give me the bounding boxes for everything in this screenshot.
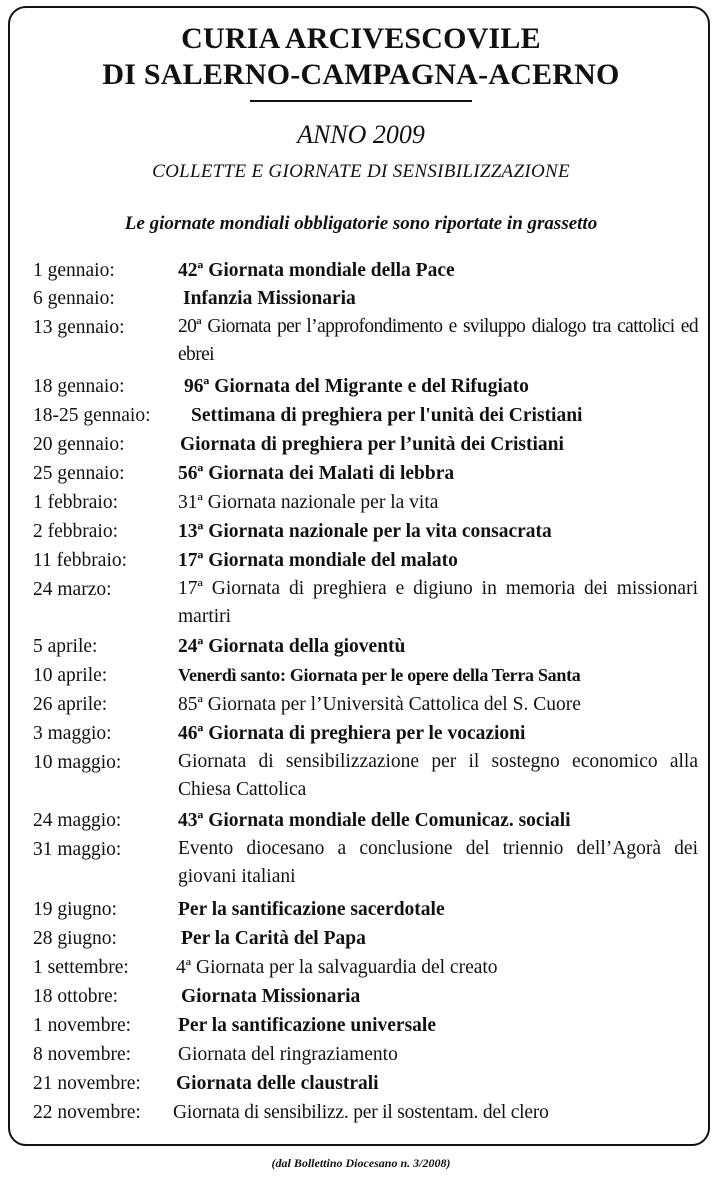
entry-description: Giornata delle claustrali [176,1073,379,1094]
entry-description: Evento diocesano a conclusione del triennio dell’Agorà dei giovani italiani [178,838,698,887]
entry-date: 10 aprile: [33,665,108,686]
entry-date: 10 maggio: [33,752,122,773]
entry-description: Giornata di sensibilizz. per il sostentam. del clero [173,1102,549,1123]
entry-description: 17ª Giornata mondiale del malato [178,550,458,571]
entry-description: 43ª Giornata mondiale delle Comunicaz. sociali [178,810,571,831]
entry-description: 4ª Giornata per la salvaguardia del creato [176,957,498,978]
entry-date: 22 novembre: [33,1102,141,1123]
entry-date: 13 gennaio: [33,317,125,338]
entry-date: 1 novembre: [33,1015,132,1036]
entry-date: 18-25 gennaio: [33,405,151,426]
title-line-2: DI SALERNO-CAMPAGNA-ACERNO [102,58,620,91]
entry-description: 46ª Giornata di preghiera per le vocazioni [178,723,526,744]
subtitle: COLLETTE E GIORNATE DI SENSIBILIZZAZIONE [152,161,570,182]
title-underline [250,100,472,102]
entry-description: 24ª Giornata della gioventù [178,636,406,657]
entry-description: Per la santificazione universale [178,1015,436,1036]
entry-date: 24 marzo: [33,579,112,600]
entry-date: 26 aprile: [33,694,108,715]
entry-date: 25 gennaio: [33,463,125,484]
entry-description: 96ª Giornata del Migrante e del Rifugiato [184,376,529,397]
entry-date: 3 maggio: [33,723,112,744]
title-line-1: CURIA ARCIVESCOVILE [181,22,541,55]
entry-date: 19 giugno: [33,899,117,920]
entry-date: 2 febbraio: [33,521,119,542]
entry-description: Giornata di sensibilizzazione per il sostegno economico alla Chiesa Cattolica [178,751,698,800]
entry-date: 21 novembre: [33,1073,141,1094]
entry-description: Giornata del ringraziamento [178,1044,398,1065]
entry-description: Giornata di preghiera per l’unità dei Cristiani [180,434,564,455]
entry-description: 56ª Giornata dei Malati di lebbra [178,463,455,484]
entry-date: 18 gennaio: [33,376,125,397]
entry-date: 8 novembre: [33,1044,132,1065]
entry-date: 11 febbraio: [33,550,128,571]
bold-legend-note: Le giornate mondiali obbligatorie sono riportate in grassetto [124,213,598,234]
entry-date: 18 ottobre: [33,986,119,1007]
entry-date: 20 gennaio: [33,434,125,455]
entry-description: Venerdì santo: Giornata per le opere della Terra Santa [178,665,581,685]
entry-date: 5 aprile: [33,636,98,657]
entry-description: 17ª Giornata di preghiera e digiuno in memoria dei missionari martiri [178,578,698,627]
entry-description: Infanzia Missionaria [183,288,356,309]
entry-description: 13ª Giornata nazionale per la vita consacrata [178,521,552,542]
entry-description: Per la Carità del Papa [181,928,366,949]
entry-description: 31ª Giornata nazionale per la vita [178,492,439,513]
entry-description: Settimana di preghiera per l'unità dei Cristiani [191,405,583,426]
entry-description: Giornata Missionaria [181,986,361,1007]
entry-date: 1 febbraio: [33,492,119,513]
entry-date: 31 maggio: [33,839,122,860]
entry-description: 85ª Giornata per l’Università Cattolica del S. Cuore [178,694,581,715]
entry-date: 1 gennaio: [33,260,115,281]
entry-description: 20ª Giornata per l’approfondimento e sviluppo dialogo tra cattolici ed ebrei [178,316,698,365]
entry-date: 28 giugno: [33,928,117,949]
entry-description: Per la santificazione sacerdotale [178,899,445,920]
source-citation: (dal Bollettino Diocesano n. 3/2008) [271,1156,451,1170]
year-heading: ANNO 2009 [297,120,425,149]
entry-description: 42ª Giornata mondiale della Pace [178,260,455,281]
entry-date: 1 settembre: [33,957,129,978]
entry-date: 6 gennaio: [33,288,115,309]
entry-date: 24 maggio: [33,810,122,831]
